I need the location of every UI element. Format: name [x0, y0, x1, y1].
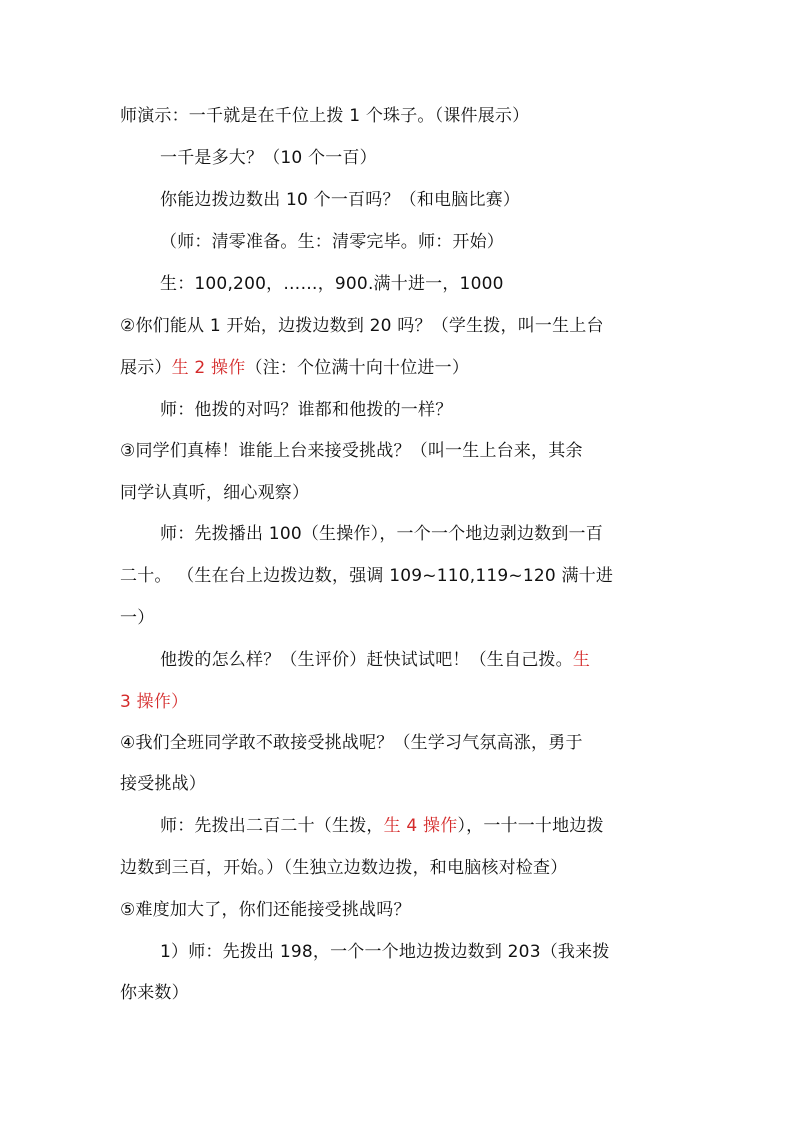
- text-line: 师：先拨播出 100（生操作），一个一个地边剥边数到一百: [160, 524, 603, 544]
- text-segment: 他拨的怎么样？（生评价）赶快试试吧！（生自己拨。: [160, 650, 573, 670]
- text-line: 边数到三百，开始。）（生独立边数边拨，和电脑核对检查）: [120, 858, 568, 878]
- text-segment: 展示）: [120, 358, 172, 378]
- text-segment: ），一十一十地边拨: [457, 816, 604, 836]
- operation-note: 生 2 操作: [171, 358, 246, 378]
- text-line: 生：100,200，……，900.满十进一，1000: [160, 274, 504, 294]
- text-line: 1）师：先拨出 198，一个一个地边拨边数到 203（我来拨: [160, 942, 610, 962]
- text-line: ⑤难度加大了，你们还能接受挑战吗？: [120, 900, 411, 920]
- text-segment: 师：先拨出二百二十（生拨，: [160, 816, 384, 836]
- text-line: 一）: [120, 608, 155, 628]
- text-line: [160, 648, 590, 672]
- text-line: 二十。 （生在台上边拨边数，强调 109~110,119~120 满十进: [120, 566, 614, 586]
- text-line: 你来数）: [120, 983, 189, 1003]
- text-line: 师演示：一千就是在千位上拨 1 个珠子。（课件展示）: [120, 106, 530, 126]
- text-segment: （注：个位满十向十位进一）: [245, 358, 470, 378]
- operation-note: 生: [572, 650, 591, 670]
- text-line: ③同学们真棒！谁能上台来接受挑战？（叫一生上台来，其余: [120, 441, 583, 461]
- text-line: ②你们能从 1 开始，边拨边数到 20 吗？（学生拨，叫一生上台: [120, 316, 604, 336]
- operation-note: 生 4 操作: [383, 816, 458, 836]
- text-line: ④我们全班同学敢不敢接受挑战呢？（生学习气氛高涨，勇于: [120, 733, 583, 753]
- text-line: 你能边拨边数出 10 个一百吗？（和电脑比赛）: [160, 190, 521, 210]
- text-line: 同学认真听，细心观察）: [120, 483, 310, 503]
- text-line: 接受挑战）: [120, 774, 206, 794]
- operation-note: 3 操作）: [120, 692, 189, 712]
- text-line: 一千是多大？（10 个一百）: [160, 148, 377, 168]
- text-line: （师：清零准备。生：清零完毕。师：开始）: [160, 232, 504, 252]
- text-line: [160, 814, 604, 838]
- text-line: 师：他拨的对吗？谁都和他拨的一样？: [160, 400, 453, 420]
- text-line: [120, 356, 469, 380]
